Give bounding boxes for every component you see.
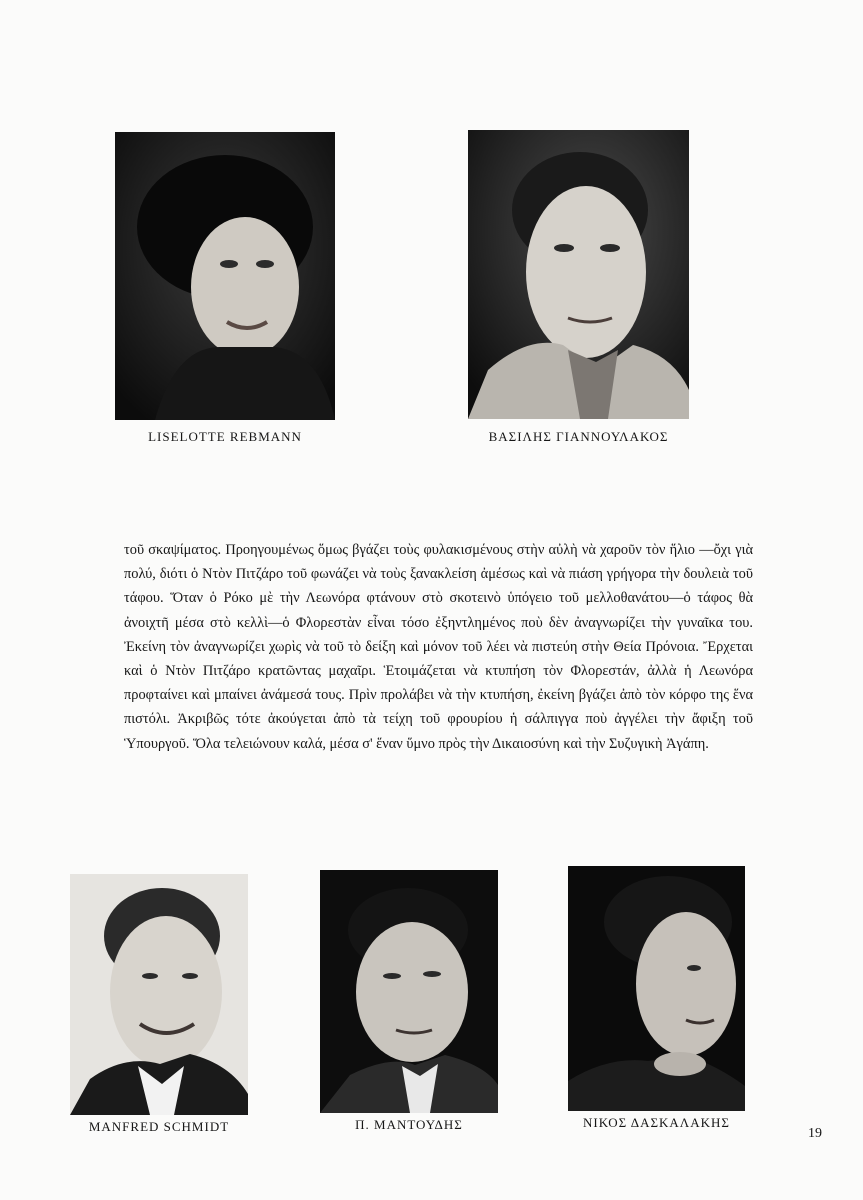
synopsis-paragraph (124, 538, 753, 756)
portrait-image (320, 870, 498, 1113)
portrait-image (468, 130, 689, 419)
synopsis-text: τοῦ σκαψίματος. Προηγουμένως ὅμως βγάζει τοὺς φυλακισμένους στὴν αὐλὴ νὰ χαροῦν τὸν ἥλιο —ὄχι γιὰ πολύ, διότι ὁ Ντὸν Πιτζάρο τοῦ φωνάζει νὰ τοὺς ξανακλείση ἀμέσως καὶ νὰ πιάση γρήγορα τὴν δουλειὰ τοῦ τάφου. Ὅταν ὁ Ρόκο μὲ τὴν Λεωνόρα φτάνουν στὸ σκοτεινὸ ὑπόγειο τοῦ μελλοθανάτου—ὁ τάφος θὰ ἀνοιχτῆ μέσα στὸ κελλὶ—ὁ Φλορεστὰν εἶναι τόσο ἐξηντλημένος ποὺ δὲν ἀναγνωρίζει τὴν γυναῖκα του. Ἐκείνη τὸν ἀναγνωρίζει χωρὶς νὰ τοῦ τὸ δείξη καὶ μόνον τοῦ λέει νὰ πιστεύη στὴν Θεία Πρόνοια. Ἔρχεται καὶ ὁ Ντὸν Πιτζάρο κρατῶντας μαχαῖρι. Ἑτοιμάζεται νὰ κτυπήση τὸν Φλορεστάν, ἀλλὰ ἡ Λεωνόρα προφταίνει καὶ μπαίνει ἀνάμεσά τους. Πρὶν προλάβει νὰ τὴν κτυπήση, ἐκείνη βγάζει ἀπὸ τὸν κόρφο της ἕνα πιστόλι. Ἀκριβῶς τότε ἀκούγεται ἀπὸ τὰ τείχη τοῦ φρουρίου ἡ σάλπιγγα ποὺ ἀγγέλει τὴν ἄφιξη τοῦ Ὑπουργοῦ. Ὅλα τελειώνουν καλά, μέσα σ' ἕναν ὕμνο πρὸς τὴν Δικαιοσύνη καὶ τὴν Συζυγικὴ Ἀγάπη. (124, 542, 753, 752)
portrait-image (70, 874, 248, 1115)
portrait-image (568, 866, 745, 1111)
portrait-photo-manfred-schmidt (70, 874, 248, 1115)
portrait-photo-p-mantoudis (320, 870, 498, 1113)
portrait-image (115, 132, 335, 420)
portrait-caption-manfred-schmidt: MANFRED SCHMIDT (88, 1119, 230, 1134)
portrait-caption-liselotte-rebmann: LISELOTTE REBMANN (148, 429, 302, 444)
page-number: 19 (808, 1126, 822, 1141)
portrait-photo-vasilis-giannoulakos (468, 130, 689, 419)
portrait-photo-nikos-daskalakis (568, 866, 745, 1111)
portrait-caption-vasilis-giannoulakos: ΒΑΣΙΛΗΣ ΓΙΑΝΝΟΥΛΑΚΟΣ (488, 429, 669, 444)
portrait-photo-liselotte-rebmann (115, 132, 335, 420)
portrait-caption-p-mantoudis: Π. ΜΑΝΤΟΥΔΗΣ (355, 1117, 463, 1132)
portrait-caption-nikos-daskalakis: ΝΙΚΟΣ ΔΑΣΚΑΛΑΚΗΣ (583, 1115, 730, 1130)
